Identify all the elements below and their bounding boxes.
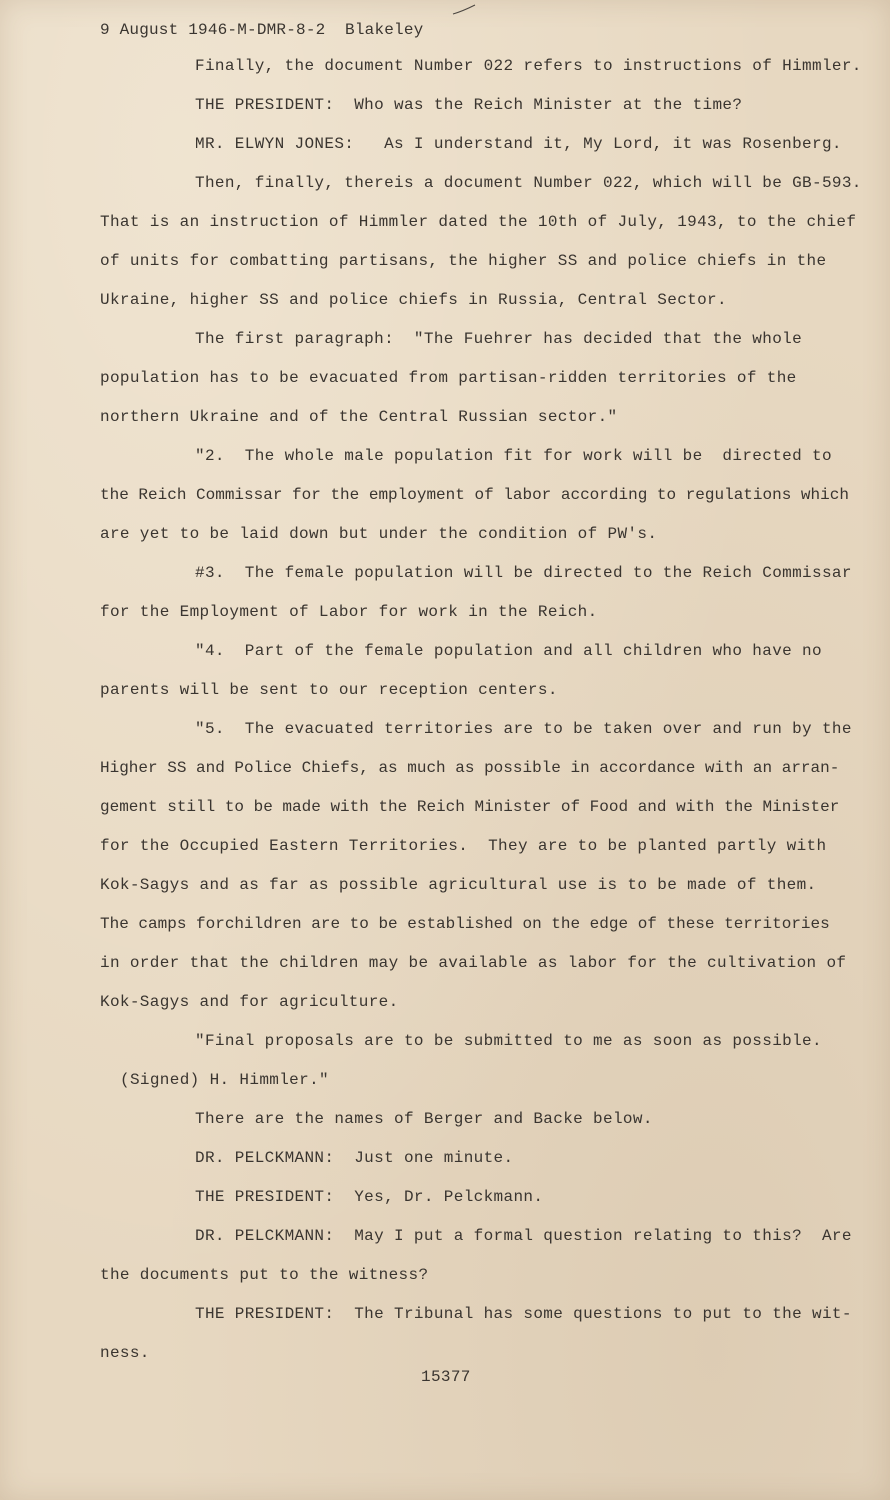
text-line: northern Ukraine and of the Central Russian sector.": [100, 408, 618, 426]
text-line: There are the names of Berger and Backe below.: [195, 1110, 653, 1128]
text-line: That is an instruction of Himmler dated the 10th of July, 1943, to the chief: [100, 213, 857, 231]
text-line: Ukraine, higher SS and police chiefs in Russia, Central Sector.: [100, 291, 727, 309]
text-line: THE PRESIDENT: Who was the Reich Minister at the time?: [195, 96, 743, 114]
text-line: the Reich Commissar for the employment of labor according to regulations which: [100, 486, 849, 504]
text-line: Kok-Sagys and for agriculture.: [100, 993, 399, 1011]
text-line: THE PRESIDENT: Yes, Dr. Pelckmann.: [195, 1188, 544, 1206]
text-line: the documents put to the witness?: [100, 1266, 429, 1284]
text-line: ness.: [100, 1344, 150, 1362]
text-line: Then, finally, thereis a document Number 022, which will be GB-593.: [195, 174, 862, 192]
text-line: The camps forchildren are to be established on the edge of these territories: [100, 915, 830, 933]
text-line: are yet to be laid down but under the condition of PW's.: [100, 525, 658, 543]
text-line: "4. Part of the female population and all children who have no: [195, 642, 822, 660]
text-line: "5. The evacuated territories are to be taken over and run by the: [195, 720, 852, 738]
text-line: (Signed) H. Himmler.": [120, 1071, 329, 1089]
text-line: parents will be sent to our reception centers.: [100, 681, 558, 699]
text-line: #3. The female population will be directed to the Reich Commissar: [195, 564, 852, 582]
text-line: "2. The whole male population fit for work will be directed to: [195, 447, 832, 465]
page-header: 9 August 1946-M-DMR-8-2 Blakeley: [100, 21, 424, 39]
text-line: Kok-Sagys and as far as possible agricultural use is to be made of them.: [100, 876, 817, 894]
text-line: for the Occupied Eastern Territories. They are to be planted partly with: [100, 837, 827, 855]
text-line: DR. PELCKMANN: Just one minute.: [195, 1149, 514, 1167]
text-line: "Final proposals are to be submitted to me as soon as possible.: [195, 1032, 822, 1050]
text-line: in order that the children may be available as labor for the cultivation of: [100, 954, 847, 972]
pen-stroke-mark: [452, 4, 476, 16]
text-line: Finally, the document Number 022 refers to instructions of Himmler.: [195, 57, 862, 75]
text-line: gement still to be made with the Reich Minister of Food and with the Minister: [100, 798, 840, 816]
text-line: THE PRESIDENT: The Tribunal has some questions to put to the wit-: [195, 1305, 852, 1323]
text-line: The first paragraph: "The Fuehrer has decided that the whole: [195, 330, 803, 348]
text-line: DR. PELCKMANN: May I put a formal question relating to this? Are: [195, 1227, 852, 1245]
text-line: MR. ELWYN JONES: As I understand it, My Lord, it was Rosenberg.: [195, 135, 842, 153]
text-line: for the Employment of Labor for work in the Reich.: [100, 603, 598, 621]
text-line: Higher SS and Police Chiefs, as much as possible in accordance with an arran-: [100, 759, 840, 777]
page-number: 15377: [421, 1368, 471, 1386]
text-line: of units for combatting partisans, the higher SS and police chiefs in the: [100, 252, 827, 270]
text-line: population has to be evacuated from partisan-ridden territories of the: [100, 369, 797, 387]
